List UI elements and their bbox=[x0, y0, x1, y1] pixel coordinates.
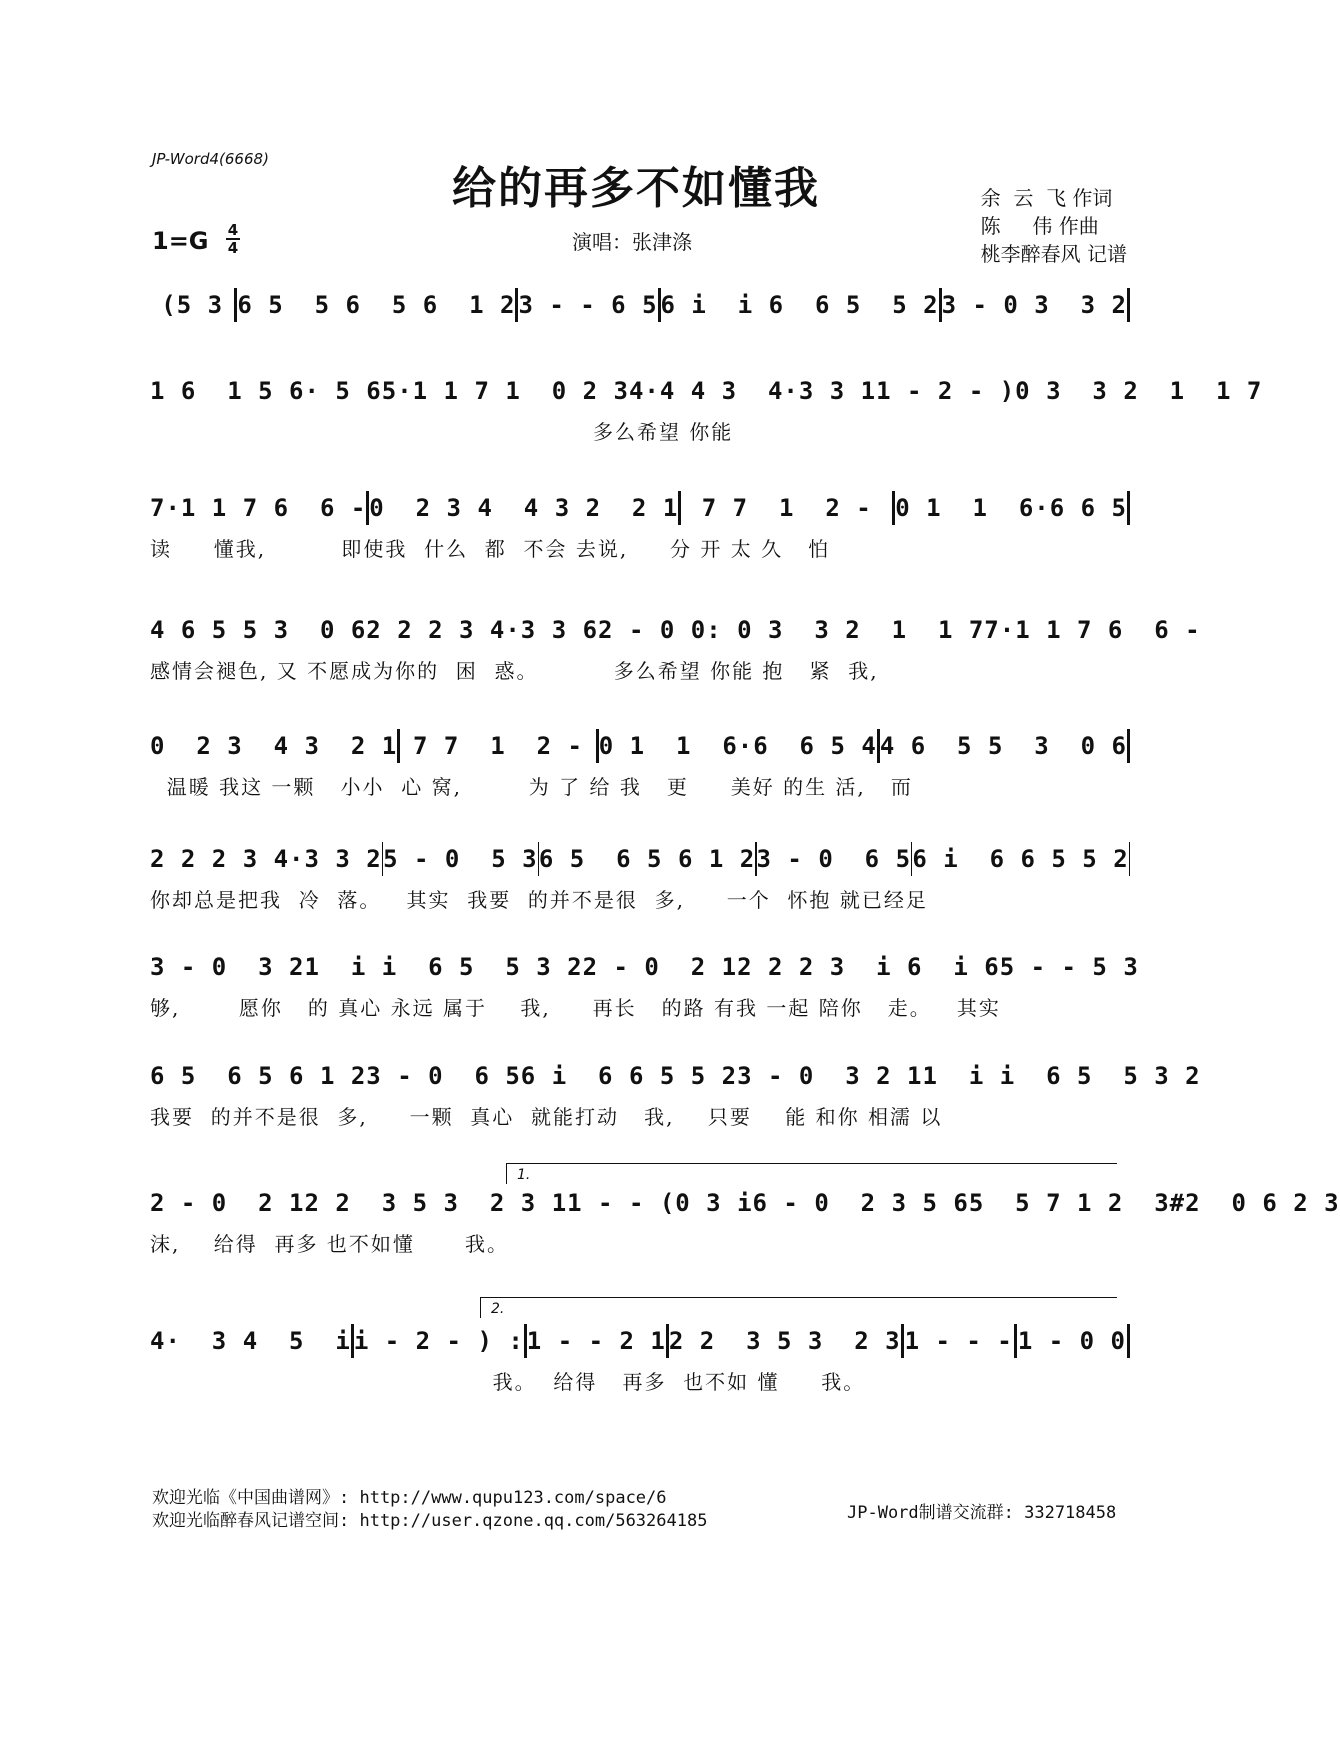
measure: 3 - 0 3 3 2 bbox=[941, 291, 1127, 319]
barline bbox=[1127, 491, 1130, 525]
measure: 1 i i 6 5 5 3 2 bbox=[304, 953, 583, 981]
measure: 3 - 0 6 5 bbox=[756, 845, 912, 873]
notes-line bbox=[150, 1182, 1340, 1224]
measure: 0 1 1 6·6 6 5 bbox=[895, 494, 1127, 522]
measure: 7·1 1 7 6 6 - bbox=[984, 616, 1201, 644]
measure: 6 5 5 6 5 6 1 2 bbox=[237, 291, 516, 319]
software-label: JP-Word4(6668) bbox=[152, 150, 269, 168]
key-signature: 1=G bbox=[152, 227, 209, 255]
measure: 6 i i 6 6 5 5 2 bbox=[660, 291, 939, 319]
barline bbox=[1127, 288, 1130, 322]
measure: 4·4 4 3 4·3 3 1 bbox=[628, 377, 877, 405]
time-signature bbox=[226, 222, 240, 256]
measure: : 0 3 3 2 1 1 7 bbox=[706, 616, 985, 644]
measure: 0 1 1 6·6 6 5 4 bbox=[598, 732, 877, 760]
composer: 陈 伟 作曲 bbox=[980, 214, 1099, 238]
measure: 6 5 6 5 6 1 2 bbox=[150, 1062, 367, 1090]
measure: 4· 3 4 5 i bbox=[150, 1327, 351, 1355]
lyric-line: 沫, 给得 再多 也不如懂 我。 bbox=[150, 1232, 510, 1256]
measure: 3 - 0 6 5 bbox=[366, 1062, 521, 1090]
measure: (5 3 bbox=[161, 291, 224, 319]
lyric-line: 温暖 我这 一颗 小小 心 窝, 为 了 给 我 更 美好 的生 活, 而 bbox=[150, 775, 913, 799]
lyric-line: 读 懂我, 即使我 什么 都 不会 去说, 分 开 太 久 怕 bbox=[150, 537, 831, 561]
measure: 1 - 2 - ) bbox=[876, 377, 1016, 405]
lyric-line: 感情会褪色, 又 不愿成为你的 困 惑。 多么希望 你能 抱 紧 我, bbox=[150, 659, 879, 683]
notes-line bbox=[150, 487, 1130, 529]
notes-line bbox=[150, 725, 1130, 767]
first-ending-label: 1. bbox=[517, 1167, 531, 1183]
measure: 5·1 1 7 1 0 2 3 bbox=[381, 377, 629, 405]
measure: 2 - 0 2 1 bbox=[150, 1189, 305, 1217]
measure: i - 2 - ) : bbox=[353, 1327, 524, 1355]
measure: 2 2 2 3 4·3 3 2 bbox=[150, 845, 382, 873]
notes-line bbox=[150, 838, 1130, 880]
notes-line bbox=[150, 609, 1201, 651]
measure: 2 - 0 0 bbox=[598, 616, 707, 644]
first-ending-bracket bbox=[506, 1163, 1117, 1184]
measure: 1 6 1 5 6· 5 6 bbox=[150, 377, 382, 405]
measure: 7 7 1 2 - bbox=[701, 494, 872, 522]
measure: 1 - - 2 1 bbox=[526, 1327, 666, 1355]
notes-line bbox=[150, 1055, 1201, 1097]
notes-line bbox=[150, 946, 1139, 988]
notes-line bbox=[150, 284, 1130, 326]
song-title: 给的再多不如懂我 bbox=[452, 163, 820, 214]
measure: 0 3 3 2 1 1 7 bbox=[1015, 377, 1263, 405]
credits bbox=[981, 184, 1127, 268]
barline bbox=[1129, 842, 1130, 876]
second-ending-bracket bbox=[480, 1297, 1117, 1318]
measure: 5 5 7 1 2 3#2 0 6 2 3 bbox=[968, 1189, 1340, 1217]
measure: 0 2 3 4 3 2 1 bbox=[150, 732, 398, 760]
measure: 1 i i 6 5 5 3 2 bbox=[922, 1062, 1201, 1090]
measure: 3 - 0 3 2 1 bbox=[737, 1062, 923, 1090]
lyricist: 余 云 飞 作词 bbox=[980, 186, 1113, 210]
notes-line bbox=[150, 370, 1263, 412]
measure: 1 - - - bbox=[904, 1327, 1013, 1355]
measure: 4 6 5 5 3 0 6 bbox=[150, 616, 367, 644]
time-bottom: 4 bbox=[227, 239, 239, 257]
transcriber: 桃李醉春风 记谱 bbox=[980, 242, 1127, 266]
footer-group: JP-Word制谱交流群: 332718458 bbox=[847, 1503, 1117, 1523]
measure: 6 5 6 5 6 1 2 bbox=[538, 845, 756, 873]
measure: 6 i 6 6 5 5 2 bbox=[520, 1062, 738, 1090]
measure: 2 2 2 3 4·3 3 6 bbox=[366, 616, 599, 644]
measure: 4 6 5 5 3 0 6 bbox=[879, 732, 1127, 760]
lyric-line: 够, 愿你 的 真心 永远 属于 我, 再长 的路 有我 一起 陪你 走。 其实 bbox=[150, 996, 1001, 1020]
notes-line bbox=[150, 1320, 1130, 1362]
footer-line-2: 欢迎光临醉春风记谱空间: http://user.qzone.qq.com/563264185 bbox=[152, 1511, 708, 1531]
time-top: 4 bbox=[227, 221, 239, 239]
measure: 1 - 0 0 bbox=[1017, 1327, 1126, 1355]
measure: 2 2 2 3 i 6 i 6 bbox=[737, 953, 1000, 981]
lyric-line: 你却总是把我 冷 落。 其实 我要 的并不是很 多, 一个 怀抱 就已经足 bbox=[150, 888, 928, 912]
lyric-line: 多么希望 你能 bbox=[150, 420, 734, 444]
lyric-line: 我要 的并不是很 多, 一颗 真心 就能打动 我, 只要 能 和你 相濡 以 bbox=[150, 1105, 943, 1129]
measure: 6 i 6 6 5 5 2 bbox=[912, 845, 1129, 873]
barline bbox=[1127, 729, 1130, 763]
measure: 2 2 3 5 3 2 3 bbox=[668, 1327, 901, 1355]
measure: 2 2 3 5 3 2 3 1 bbox=[304, 1189, 568, 1217]
footer-line-1: 欢迎光临《中国曲谱网》: http://www.qupu123.com/space/6 bbox=[152, 1488, 667, 1508]
lyric-line: 我。 给得 再多 也不如 懂 我。 bbox=[150, 1370, 866, 1394]
measure: 6 - 0 2 3 5 6 bbox=[752, 1189, 969, 1217]
barline bbox=[1127, 1324, 1130, 1358]
measure: 5 - - 5 3 bbox=[999, 953, 1139, 981]
measure: 0 2 3 4 4 3 2 2 1 bbox=[369, 494, 679, 522]
second-ending-label: 2. bbox=[491, 1301, 505, 1317]
measure: 3 - - 6 5 bbox=[518, 291, 658, 319]
measure: 7·1 1 7 6 6 - bbox=[150, 494, 367, 522]
measure: 3 - 0 3 2 bbox=[150, 953, 305, 981]
measure: 7 7 1 2 - bbox=[412, 732, 583, 760]
singer: 演唱：张津涤 bbox=[572, 230, 692, 254]
measure: 5 - 0 5 3 bbox=[383, 845, 538, 873]
measure: 1 - - (0 3 i bbox=[567, 1189, 753, 1217]
measure: 2 - 0 2 1 bbox=[582, 953, 738, 981]
footer-links bbox=[152, 1487, 707, 1533]
